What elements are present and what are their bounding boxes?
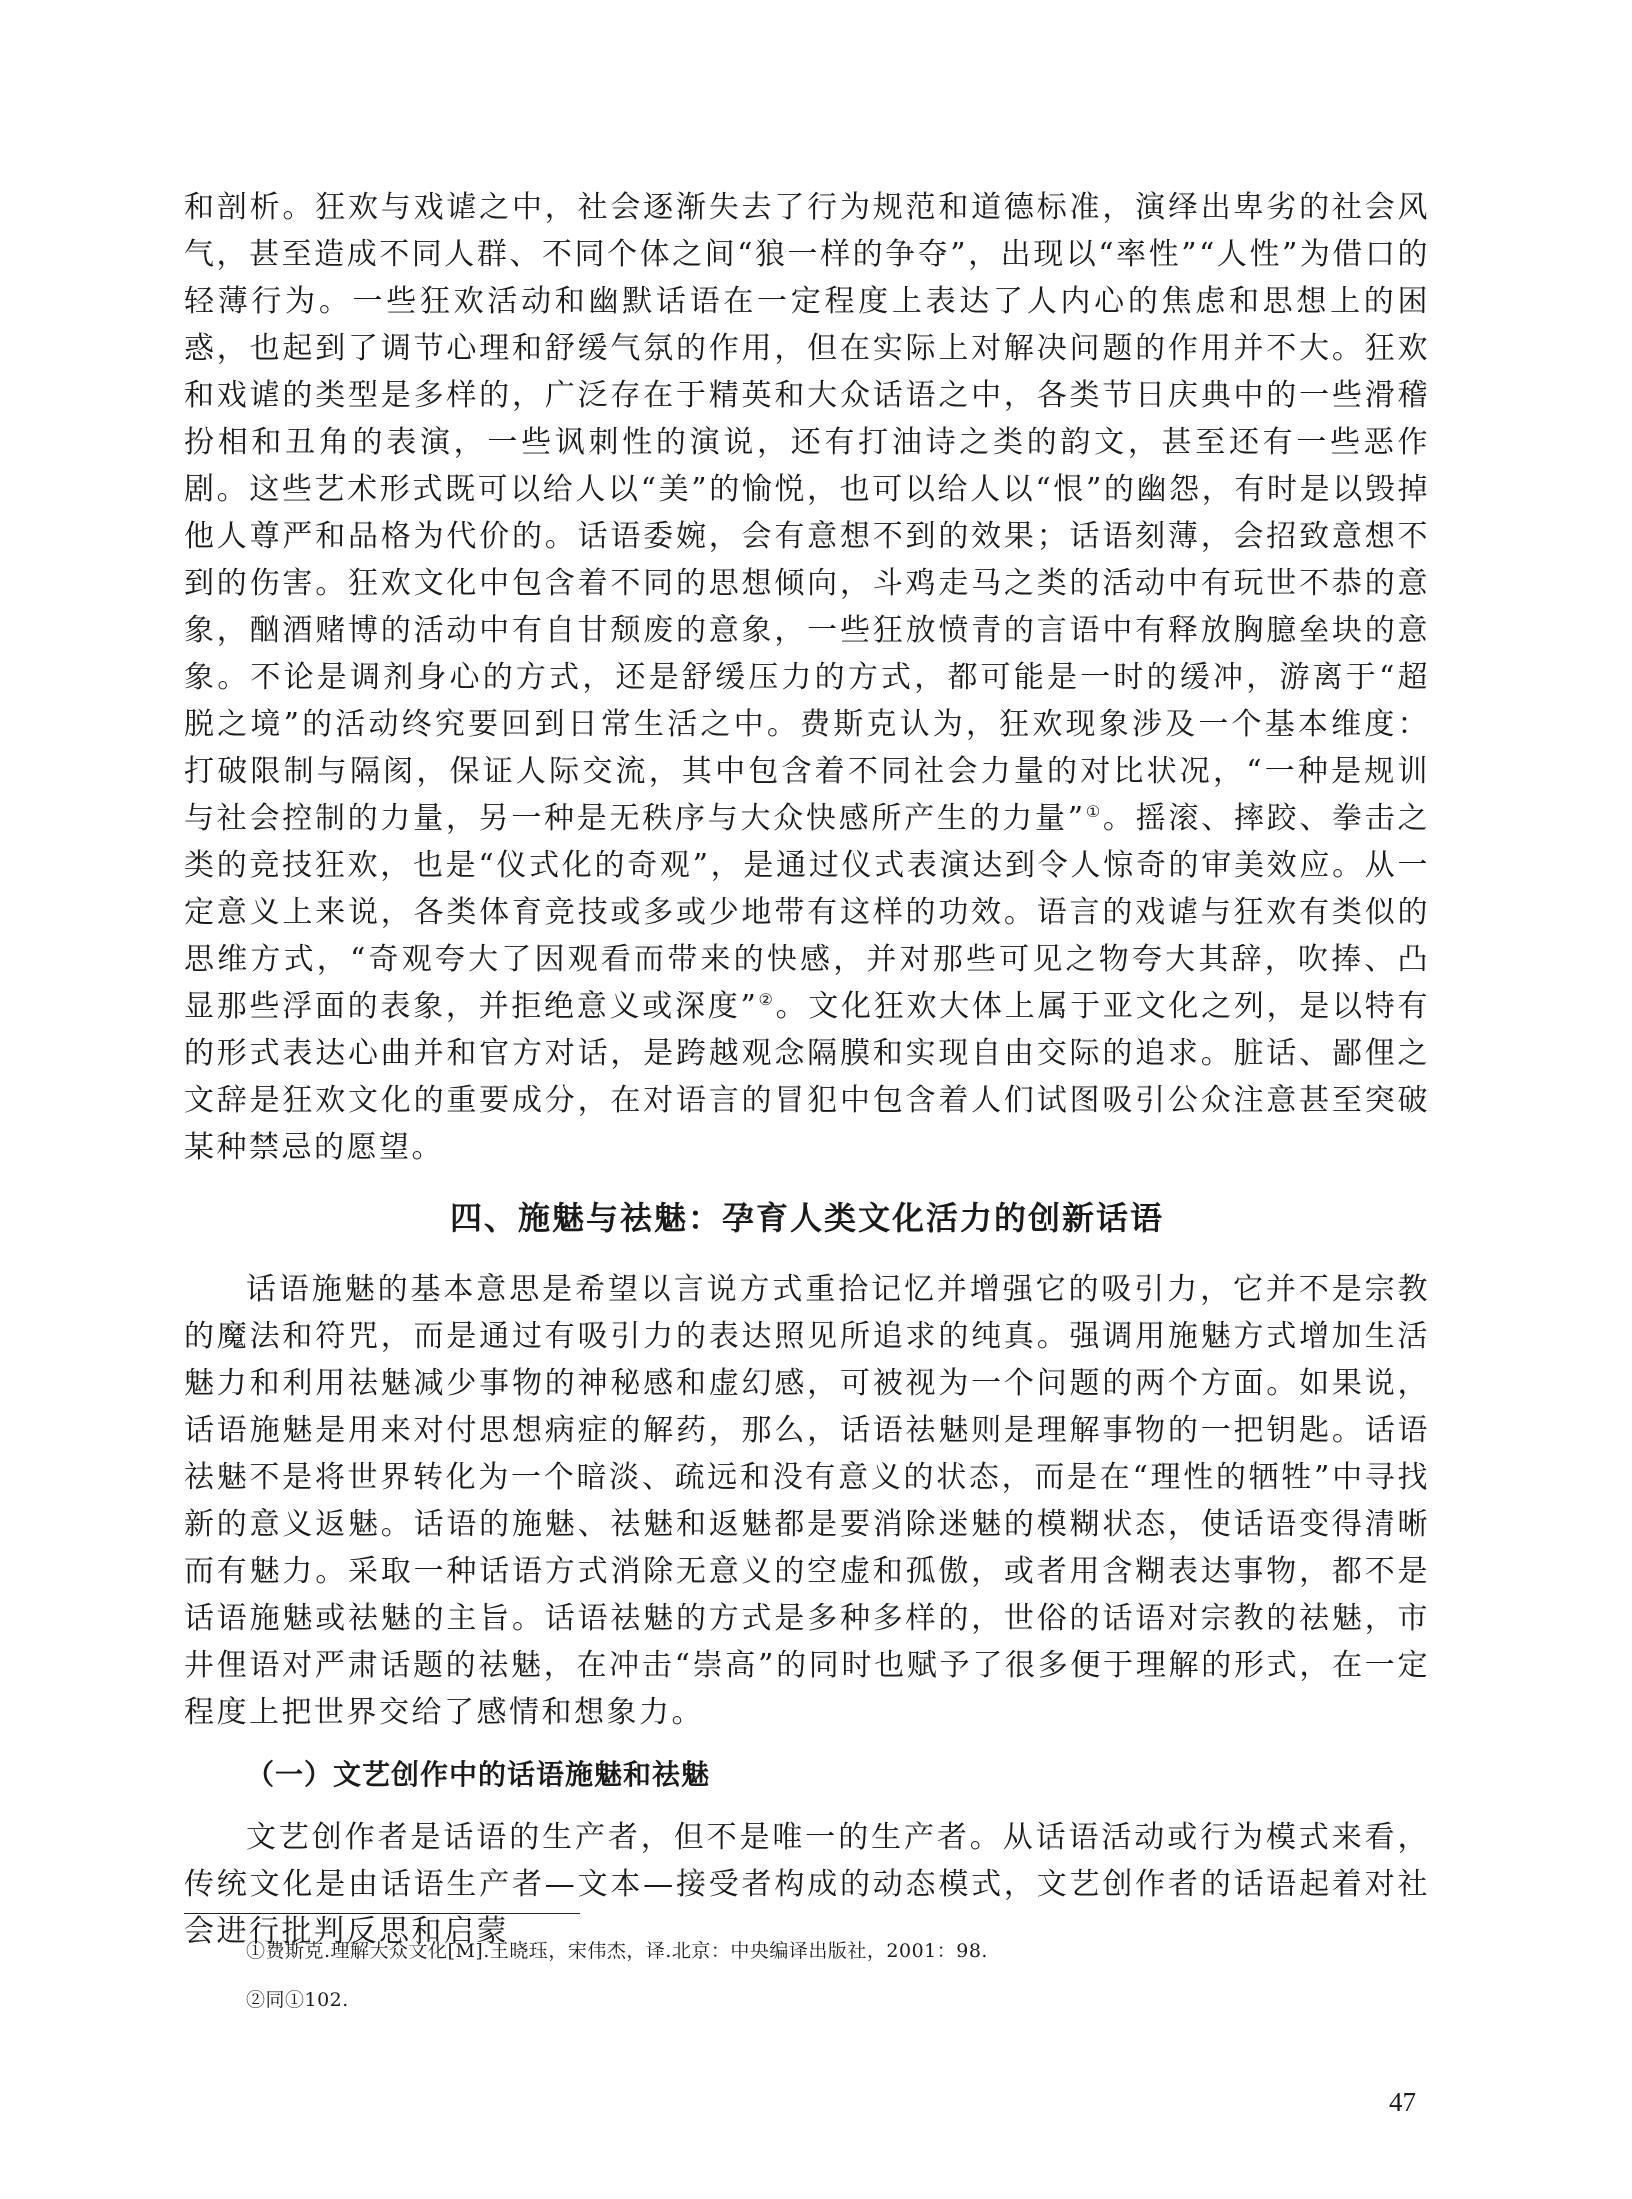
footnote-ref-1[interactable]: ①	[1085, 802, 1103, 821]
paragraph-text: 。文化狂欢大体上属于亚文化之列，是以特有的形式表达心曲并和官方对话，是跨越观念隔膜和实现自由交际的追求。脏话、鄙俚之文辞是狂欢文化的重要成分，在对语言的冒犯中包含着人们试图吸引公众注意甚至突破某种禁忌的愿望。	[184, 989, 1430, 1165]
paragraph-text: 。摇滚、摔跤、拳击之类的竞技狂欢，也是“仪式化的奇观”，是通过仪式表演达到令人惊奇的审美效应。从一定意义上来说，各类体育竞技或多或少地带有这样的功效。语言的戏谑与狂欢有类似的思维方式，“奇观夸大了因观看而带来的快感，并对那些可见之物夸大其辞，吹捧、凸显那些浮面的表象，并拒绝意义或深度”	[184, 801, 1431, 1024]
footnote-2: ②同①102.	[246, 1989, 349, 2011]
section-heading: 四、施魅与祛魅：孕育人类文化活力的创新话语	[449, 1199, 1164, 1237]
footnote-1: ①费斯克.理解大众文化[M].王晓珏，宋伟杰，译.北京：中央编译出版社，2001：98.	[246, 1940, 988, 1962]
paragraph-text: 和剖析。狂欢与戏谑之中，社会逐渐失去了行为规范和道德标准，演绎出卑劣的社会风气，甚至造成不同人群、不同个体之间“狼一样的争夺”，出现以“率性”“人性”为借口的轻薄行为。一些狂欢活动和幽默话语在一定程度上表达了人内心的焦虑和思想上的困惑，也起到了调节心理和舒缓气氛的作用，但在实际上对解决问题的作用并不大。狂欢和戏谑的类型是多样的，广泛存在于精英和大众话语之中，各类节日庆典中的一些滑稽扮相和丑角的表演，一些讽刺性的演说，还有打油诗之类的韵文，甚至还有一些恶作剧。这些艺术形式既可以给人以“美”的愉悦，也可以给人以“恨”的幽怨，有时是以毁掉他人尊严和品格为代价的。话语委婉，会有意想不到的效果；话语刻薄，会招致意想不到的伤害。狂欢文化中包含着不同的思想倾向，斗鸡走马之类的活动中有玩世不恭的意象，酗酒赌博的活动中有自甘颓废的意象，一些狂放愤青的言语中有释放胸臆垒块的意象。不论是调剂身心的方式，还是舒缓压力的方式，都可能是一时的缓冲，游离于“超脱之境”的活动终究要回到日常生活之中。费斯克认为，狂欢现象涉及一个基本维度：打破限制与隔阂，保证人际交流，其中包含着不同社会力量的对比状况，“一种是规训与社会控制的力量，另一种是无秩序与大众快感所产生的力量”	[184, 190, 1430, 836]
paragraph-carnival	[184, 184, 1430, 1171]
page-number: 47	[1389, 2087, 1416, 2117]
paragraph-creators: 文艺创作者是话语的生产者，但不是唯一的生产者。从话语活动或行为模式来看，传统文化是由话语生产者—文本—接受者构成的动态模式，文艺创作者的话语起着对社会进行批判反思和启蒙	[184, 1820, 1430, 1949]
paragraph-enchantment: 话语施魅的基本意思是希望以言说方式重拾记忆并增强它的吸引力，它并不是宗教的魔法和符咒，而是通过有吸引力的表达照见所追求的纯真。强调用施魅方式增加生活魅力和利用祛魅减少事物的神秘感和虚幻感，可被视为一个问题的两个方面。如果说，话语施魅是用来对付思想病症的解药，那么，话语祛魅则是理解事物的一把钥匙。话语祛魅不是将世界转化为一个暗淡、疏远和没有意义的状态，而是在“理性的牺牲”中寻找新的意义返魅。话语的施魅、祛魅和返魅都是要消除迷魅的模糊状态，使话语变得清晰而有魅力。采取一种话语方式消除无意义的空虚和孤傲，或者用含糊表达事物，都不是话语施魅或祛魅的主旨。话语祛魅的方式是多种多样的，世俗的话语对宗教的祛魅，市井俚语对严肃话题的祛魅，在冲击“崇高”的同时也赋予了很多便于理解的形式，在一定程度上把世界交给了感情和想象力。	[184, 1272, 1430, 1730]
footnote-ref-2[interactable]: ②	[758, 990, 776, 1009]
subsection-heading: （一）文艺创作中的话语施魅和祛魅	[246, 1758, 711, 1791]
footnote-divider	[184, 1913, 580, 1914]
